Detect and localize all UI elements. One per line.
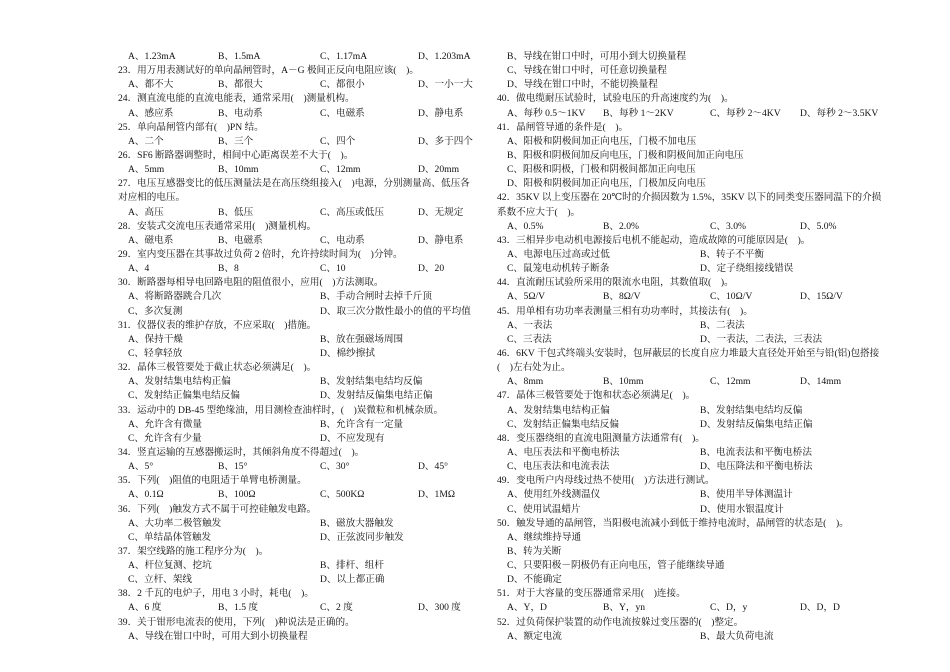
question-text: 48．变压器绕组的直流电阻测量方法通常有( )。 xyxy=(497,432,705,444)
option-d: D、不应发现有 xyxy=(320,432,385,444)
question-line xyxy=(118,220,493,234)
option-d: D、使用水银温度计 xyxy=(700,503,784,515)
option-c: C、导线在钳口中时，可任意切换量程 xyxy=(507,65,667,77)
option-a: A、将断路器跳合几次 xyxy=(128,291,222,303)
question-line xyxy=(118,92,493,106)
question-text: 36．下列( )触发方式不属于可控硅触发电路。 xyxy=(118,503,317,515)
options-row xyxy=(118,432,493,446)
option-b: B、阳极和阴极间加反向电压，门极和阴极间加正向电压 xyxy=(507,149,744,161)
option-c: C、500KΩ xyxy=(320,489,365,501)
question-line xyxy=(497,432,872,446)
option-b: B、磁放大器触发 xyxy=(320,517,394,529)
question-line xyxy=(497,276,872,290)
question-text: 40．做电缆耐压试验时，试验电压的升高速度约为( )。 xyxy=(497,93,734,105)
option-c: C、电动系 xyxy=(320,234,365,246)
question-line xyxy=(497,347,880,361)
option-b: B、100Ω xyxy=(218,489,256,501)
option-d: D、定子绕组接线错误 xyxy=(700,263,794,275)
options-row xyxy=(497,559,872,573)
question-line xyxy=(497,121,872,135)
option-c: C、电压表法和电流表法 xyxy=(507,461,610,473)
question-line xyxy=(497,234,872,248)
option-d: D、发射结反偏集电结正偏 xyxy=(700,418,813,430)
option-d: D、1MΩ xyxy=(418,489,455,501)
option-c: C、使用试温蜡片 xyxy=(507,503,581,515)
option-d: D、导线在钳口中时，不能切换量程 xyxy=(507,79,658,91)
question-continuation-line xyxy=(497,206,872,220)
option-b: B、最大负荷电流 xyxy=(700,630,774,642)
option-d: D、静电系 xyxy=(418,107,464,119)
question-line xyxy=(497,389,872,403)
option-b: B、每秒 1～2KV xyxy=(603,107,674,119)
question-text: 27．电压互感器变比的低压测量法是在高压绕组接入( )电源，分别测量高、低压各 xyxy=(118,178,470,190)
options-row xyxy=(497,149,872,163)
option-b: B、低压 xyxy=(218,206,254,218)
options-row xyxy=(497,601,872,615)
question-line xyxy=(118,446,493,460)
question-line xyxy=(118,121,493,135)
option-a: A、大功率二极管触发 xyxy=(128,517,222,529)
question-line xyxy=(118,503,493,517)
options-row xyxy=(118,531,493,545)
option-b: B、三个 xyxy=(218,135,254,147)
option-d: D、1.203mA xyxy=(418,51,471,62)
option-d: D、棉纱擦拭 xyxy=(320,347,375,359)
option-c: C、10Ω/V xyxy=(710,291,753,303)
question-text: 31．仪器仪表的维护存放，不应采取( )措施。 xyxy=(118,319,317,331)
option-c: C、允许含有少量 xyxy=(128,432,202,444)
options-row xyxy=(118,333,493,347)
option-d: D、15Ω/V xyxy=(800,291,843,303)
option-a: A、杆位复测、挖坑 xyxy=(128,560,212,572)
option-d: D、14mm xyxy=(800,376,842,388)
question-line xyxy=(497,474,872,488)
options-row xyxy=(497,545,872,559)
options-row xyxy=(497,107,879,121)
option-b: B、15° xyxy=(218,461,248,473)
option-c: C、鼠笼电动机转子断条 xyxy=(507,263,610,275)
question-text: 38．2 千瓦的电炉子，用电 3 小时，耗电( )。 xyxy=(118,588,314,600)
question-line xyxy=(497,616,872,630)
question-line xyxy=(118,587,493,601)
options-row xyxy=(497,78,872,92)
options-row xyxy=(118,206,493,220)
option-c: C、只要阳极－阴极仍有正向电压，管子能继续导通 xyxy=(507,560,725,572)
question-text: 33．运动中的 DB-45 型绝缘油，用目测检查油样时，( )炭微粒和机械杂质。 xyxy=(118,404,444,416)
question-line xyxy=(118,474,493,488)
options-row xyxy=(118,488,493,502)
option-c: C、每秒 2～4KV xyxy=(710,107,781,119)
question-text: 对应相的电压。 xyxy=(118,192,186,204)
option-a: A、阳极和阴极间加正向电压，门极不加电压 xyxy=(507,135,697,147)
question-text: 39．关于钳形电流表的使用，下列( )种说法是正确的。 xyxy=(118,616,355,628)
question-line xyxy=(497,517,872,531)
options-row xyxy=(118,135,493,149)
option-a: A、额定电流 xyxy=(507,630,562,642)
option-c: C、30° xyxy=(320,461,350,473)
option-d: D、一小一大 xyxy=(418,79,473,91)
option-a: A、每秒 0.5～1KV xyxy=(507,107,586,119)
option-a: A、二个 xyxy=(128,135,164,147)
option-b: B、导线在钳口中时，可用小到大切换量程 xyxy=(507,51,687,62)
options-row xyxy=(497,64,872,78)
option-c: C、立杆、架线 xyxy=(128,574,192,586)
option-c: C、10 xyxy=(320,263,346,275)
option-b: B、电磁系 xyxy=(218,234,263,246)
option-d: D、20mm xyxy=(418,164,460,176)
question-line xyxy=(118,149,493,163)
question-line xyxy=(497,191,882,205)
option-c: C、发射结正偏集电结反偏 xyxy=(507,418,619,430)
options-row xyxy=(497,418,872,432)
option-b: B、允许含有一定量 xyxy=(320,418,404,430)
option-d: D、正弦波同步触发 xyxy=(320,531,404,543)
option-a: A、保持干燥 xyxy=(128,333,183,345)
option-b: B、10mm xyxy=(603,376,644,388)
options-row xyxy=(118,460,493,474)
option-b: B、排杆、组杆 xyxy=(320,560,384,572)
options-row xyxy=(497,404,872,418)
options-row xyxy=(497,488,872,502)
option-b: B、转子不平衡 xyxy=(700,248,764,260)
question-text: 34．竖直运输的互感器搬运时，其倾斜角度不得超过( )。 xyxy=(118,446,365,458)
option-a: A、都不大 xyxy=(128,79,174,91)
options-row xyxy=(118,573,493,587)
options-row xyxy=(497,446,872,460)
option-c: C、高压或低压 xyxy=(320,206,384,218)
question-continuation-line xyxy=(118,191,493,205)
option-b: B、转为关断 xyxy=(507,545,562,557)
options-row xyxy=(118,262,493,276)
option-d: D、以上都正确 xyxy=(320,574,385,586)
question-text: 41．晶闸管导通的条件是( )。 xyxy=(497,121,629,133)
question-text: 42．35KV 以上变压器在 20℃时的介损因数为 1.5%，35KV 以下的同类变压器同温下的介损 xyxy=(497,192,882,204)
option-d: D、静电系 xyxy=(418,234,464,246)
option-a: A、1.23mA xyxy=(128,51,176,62)
question-text: 43．三相异步电动机电源接后电机不能起动，造成故障的可能原因是( )。 xyxy=(497,234,811,246)
option-b: B、2.0% xyxy=(603,220,639,232)
option-d: D、不能确定 xyxy=(507,574,562,586)
option-a: A、5Ω/V xyxy=(507,291,546,303)
option-c: C、D，y xyxy=(710,602,748,614)
option-c: C、四个 xyxy=(320,135,356,147)
option-a: A、5° xyxy=(128,461,154,473)
option-a: A、继续维持导通 xyxy=(507,531,582,543)
question-line xyxy=(118,404,493,418)
option-d: D、一表法，二表法，三表法 xyxy=(700,333,823,345)
option-b: B、1.5mA xyxy=(218,51,261,62)
options-row xyxy=(118,517,493,531)
question-line xyxy=(497,587,872,601)
question-text: 49．变电所户内母线过热不使用( )方法进行测试。 xyxy=(497,475,715,487)
question-text: 23．用万用表测试好的单向晶闸管时，A－G 极间正反向电阻应该( )。 xyxy=(118,65,419,77)
option-c: C、1.17mA xyxy=(320,51,368,62)
question-text: 26．SF6 断路器调整时，相间中心距离误差不大于( )。 xyxy=(118,149,354,161)
question-line xyxy=(497,305,872,319)
question-line xyxy=(118,177,493,191)
option-d: D、取三次分散性最小的值的平均值 xyxy=(320,305,471,317)
options-row xyxy=(118,107,493,121)
options-row xyxy=(118,630,493,644)
option-b: B、1.5 度 xyxy=(218,602,258,614)
question-text: 51．对于大容量的变压器通常采用( )连接。 xyxy=(497,588,686,600)
option-d: D、阳极和阴极间加正向电压，门极加反向电压 xyxy=(507,178,706,190)
option-b: B、电流表法和平衡电桥法 xyxy=(700,446,812,458)
question-line xyxy=(118,616,493,630)
question-text: 44．直流耐压试验所采用的限流水电阻，其数值取( )。 xyxy=(497,277,734,289)
options-row xyxy=(118,375,493,389)
option-b: B、8 xyxy=(218,263,239,275)
option-d: D、多于四个 xyxy=(418,135,473,147)
option-c: C、都很小 xyxy=(320,79,365,91)
option-b: B、Y，yn xyxy=(603,602,646,614)
option-d: D、300 度 xyxy=(418,602,461,614)
option-b: B、8Ω/V xyxy=(603,291,641,303)
options-row xyxy=(497,220,872,234)
option-c: C、12mm xyxy=(710,376,751,388)
question-text: 24．测直流电能的直流电能表，通常采用( )测量机构。 xyxy=(118,93,355,105)
question-line xyxy=(118,319,493,333)
options-row xyxy=(497,460,872,474)
option-a: A、8mm xyxy=(507,376,544,388)
option-a: A、电压表法和平衡电桥法 xyxy=(507,446,620,458)
option-a: A、使用红外线测温仪 xyxy=(507,489,601,501)
question-text: 45．用单相有功功率表测量三相有功功率时，其接法有( )。 xyxy=(497,305,753,317)
options-row xyxy=(497,248,872,262)
option-a: A、Y，D xyxy=(507,602,547,614)
question-text: 28．安装式交流电压表通常采用( )测量机构。 xyxy=(118,220,317,232)
question-text: 30．断路器每相导电回路电阻的阻值很小，应用( )方法测取。 xyxy=(118,277,384,289)
option-b: B、电动系 xyxy=(218,107,263,119)
option-a: A、电源电压过高或过低 xyxy=(507,248,610,260)
option-a: A、允许含有微量 xyxy=(128,418,203,430)
options-row xyxy=(118,290,493,304)
question-line xyxy=(118,361,493,375)
options-row xyxy=(118,559,493,573)
options-row xyxy=(497,262,872,276)
question-line xyxy=(497,92,872,106)
question-text: 52．过负荷保护装置的动作电流按躲过变压器的( )整定。 xyxy=(497,616,744,628)
options-row xyxy=(497,531,872,545)
option-c: C、2 度 xyxy=(320,602,353,614)
options-row xyxy=(118,78,493,92)
option-b: B、使用半导体测温计 xyxy=(700,489,793,501)
options-row xyxy=(118,234,493,248)
option-a: A、高压 xyxy=(128,206,164,218)
options-row xyxy=(118,305,493,319)
question-continuation-line xyxy=(497,361,872,375)
question-text: ( )左右处为止。 xyxy=(497,362,571,374)
left-column xyxy=(118,50,493,650)
option-c: C、3.0% xyxy=(710,220,746,232)
options-row xyxy=(497,333,872,347)
option-c: C、三表法 xyxy=(507,333,552,345)
question-text: 50．触发导通的晶闸管，当阳极电流减小到低于维持电流时，晶闸管的状态是( )。 xyxy=(497,517,849,529)
question-text: 47．晶体三极管要处于饱和状态必须满足( )。 xyxy=(497,390,696,402)
options-row xyxy=(118,163,493,177)
option-d: D、无规定 xyxy=(418,206,464,218)
options-row xyxy=(497,503,872,517)
option-a: A、0.1Ω xyxy=(128,489,164,501)
option-c: C、轻拿轻放 xyxy=(128,347,183,359)
option-a: A、导线在钳口中时，可用大到小切换量程 xyxy=(128,630,308,642)
options-row xyxy=(118,347,493,361)
option-a: A、磁电系 xyxy=(128,234,174,246)
option-a: A、发射结集电结构正偏 xyxy=(128,376,231,388)
option-d: D、5.0% xyxy=(800,220,837,232)
option-d: D、20 xyxy=(418,263,445,275)
option-d: D、D，D xyxy=(800,602,840,614)
question-text: 25．单向晶闸管内部有( )PN 结。 xyxy=(118,121,264,133)
option-c: C、单结晶体管触发 xyxy=(128,531,212,543)
question-line xyxy=(118,248,493,262)
option-a: A、4 xyxy=(128,263,150,275)
question-text: 46．6KV 干包式终端头安装时，包屏蔽层的长度自应力堆最大直径处开始至与铅(铝)包搭接 xyxy=(497,347,880,359)
option-b: B、放在强磁场周围 xyxy=(320,333,404,345)
right-column xyxy=(497,50,882,650)
option-b: B、二表法 xyxy=(700,319,745,331)
option-a: A、0.5% xyxy=(507,220,544,232)
option-a: A、5mm xyxy=(128,164,165,176)
options-row xyxy=(497,135,872,149)
options-row xyxy=(497,375,872,389)
options-row xyxy=(118,389,493,403)
options-row xyxy=(497,630,872,644)
options-row xyxy=(497,573,872,587)
option-d: D、45° xyxy=(418,461,448,473)
option-a: A、6 度 xyxy=(128,602,162,614)
question-text: 37．架空线路的施工程序分为( )。 xyxy=(118,545,269,557)
option-c: C、电磁系 xyxy=(320,107,365,119)
question-text: 系数不应大于( )。 xyxy=(497,206,581,218)
question-line xyxy=(118,276,493,290)
options-row xyxy=(497,50,872,64)
question-text: 29．室内变压器在其事故过负荷 2 倍时，允许持续时间为( )分钟。 xyxy=(118,248,403,260)
option-c: C、多次复测 xyxy=(128,305,183,317)
option-b: B、发射结集电结均反偏 xyxy=(700,404,803,416)
option-c: C、阳极和阴极，门极和阴极间都加正向电压 xyxy=(507,164,696,176)
option-b: B、发射结集电结均反偏 xyxy=(320,376,423,388)
options-row xyxy=(497,163,872,177)
question-line xyxy=(118,545,493,559)
option-c: C、12mm xyxy=(320,164,361,176)
option-b: B、都很大 xyxy=(218,79,263,91)
option-a: A、感应系 xyxy=(128,107,174,119)
options-row xyxy=(118,601,493,615)
option-b: B、10mm xyxy=(218,164,259,176)
options-row xyxy=(497,177,872,191)
option-d: D、每秒 2～3.5KV xyxy=(800,107,879,119)
options-row xyxy=(118,418,493,432)
option-a: A、一表法 xyxy=(507,319,553,331)
options-row xyxy=(497,290,872,304)
question-line xyxy=(118,64,493,78)
option-b: B、手动合闸时去掉千斤顶 xyxy=(320,291,432,303)
options-row xyxy=(118,50,493,64)
option-c: C、发射结正偏集电结反偏 xyxy=(128,390,240,402)
options-row xyxy=(497,319,872,333)
option-a: A、发射结集电结构正偏 xyxy=(507,404,610,416)
question-text: 32．晶体三极管要处于截止状态必须满足( )。 xyxy=(118,362,317,374)
option-d: D、电压降法和平衡电桥法 xyxy=(700,461,813,473)
option-d: D、发射结反偏集电结正偏 xyxy=(320,390,433,402)
question-text: 35．下列( )阻值的电阻适于单臂电桥测量。 xyxy=(118,475,307,487)
